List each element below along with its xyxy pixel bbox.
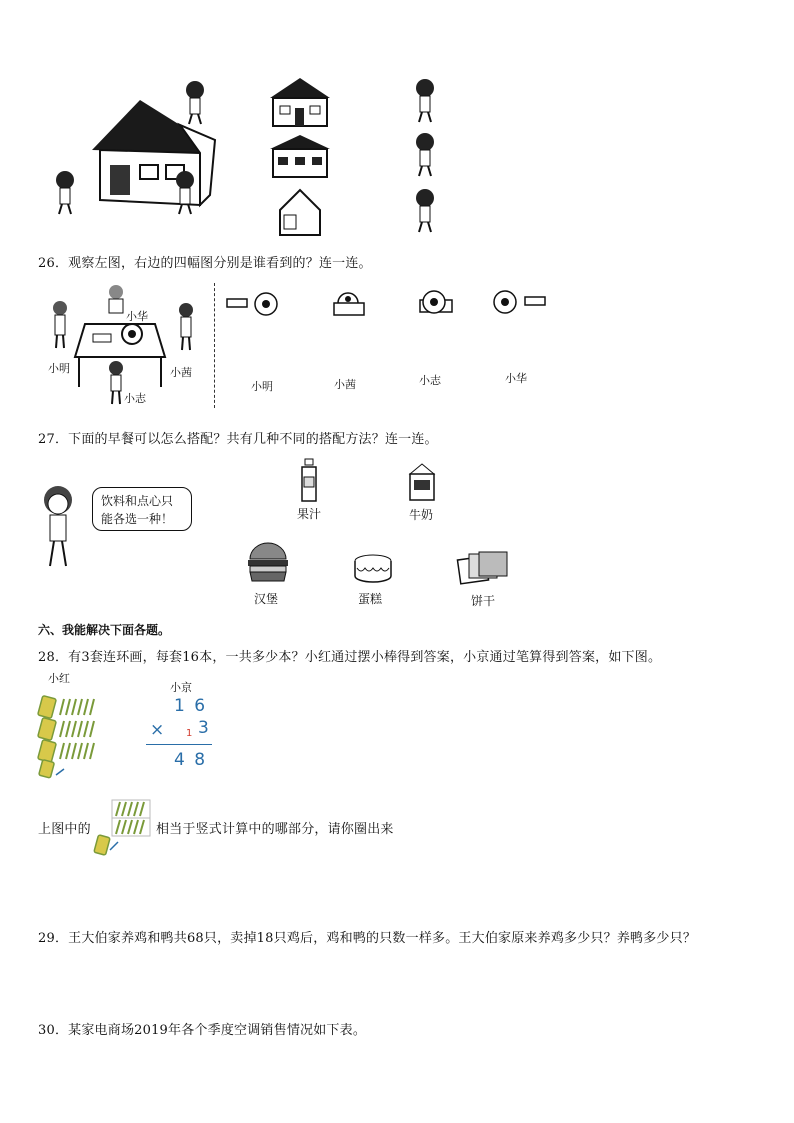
stick-bundle-row-4: [39, 760, 64, 779]
speech-bubble: [92, 487, 192, 531]
house-figure: [40, 70, 480, 240]
view-label-2: 小茜: [334, 378, 356, 391]
kid-icon: [48, 300, 72, 350]
snack-label-biscuit: 饼干: [471, 594, 496, 608]
view-ball-on-box-icon: [332, 291, 372, 321]
calc-carry: 1: [186, 728, 193, 739]
person-label-xiaohua: 小华: [126, 310, 148, 323]
kid-icon: [104, 284, 128, 324]
calc-result: 4 8: [174, 750, 208, 770]
big-house-image: [80, 95, 250, 245]
kid-icon: [180, 80, 210, 125]
house-front-view: [270, 78, 330, 128]
speech-line-1: 饮料和点心只: [101, 494, 174, 508]
question-26-text: 26．观察左图，右边的四幅图分别是谁看到的？连一连。: [38, 256, 372, 271]
cake-icon: [353, 554, 393, 584]
juice-bottle-icon: [299, 459, 319, 503]
q26-divider: [214, 283, 215, 408]
name-xiaohong: 小红: [48, 672, 70, 685]
speech-line-2: 能各选一种！: [101, 512, 174, 526]
biscuit-icon: [457, 550, 511, 584]
section-6-title: 六、我能解决下面各题。: [38, 623, 171, 637]
view-box-ball-icon: [225, 291, 285, 321]
calc-multiplier: 3: [198, 718, 209, 738]
q28-prompt-suffix: 相当于竖式计算中的哪部分，请你圈出来: [156, 822, 394, 837]
calc-multiplicand: 1 6: [174, 696, 208, 716]
question-29-text: 29．王大伯家养鸡和鸭共68只，卖掉18只鸡后，鸡和鸭的只数一样多。王大伯家原来养鸡多少只？养鸭多少只？: [38, 931, 697, 946]
view-ball-box-icon: [418, 290, 458, 320]
q28-prompt-prefix: 上图中的: [38, 822, 91, 837]
name-xiaojing: 小京: [170, 681, 192, 694]
drink-label-juice: 果汁: [297, 507, 322, 521]
kid-icon: [410, 132, 440, 177]
boy-icon: [36, 480, 86, 570]
stick-bundle-row-2: [38, 718, 94, 741]
house-end-view: [270, 190, 330, 240]
milk-carton-icon: [406, 464, 438, 502]
view-label-1: 小明: [251, 380, 273, 393]
house-side-view: [270, 135, 330, 180]
kid-icon: [50, 170, 80, 215]
calc-times-sign: ×: [150, 720, 165, 740]
view-label-3: 小志: [419, 374, 441, 387]
question-27-text: 27．下面的早餐可以怎么搭配？共有几种不同的搭配方法？连一连。: [38, 432, 438, 447]
calc-line: [146, 744, 212, 745]
snack-label-cake: 蛋糕: [358, 592, 383, 606]
kid-icon: [410, 188, 440, 233]
drink-label-milk: 牛奶: [409, 508, 434, 522]
kid-icon: [170, 170, 200, 215]
kid-icon: [410, 78, 440, 123]
vertical-calculation: [140, 696, 220, 776]
q26-left-figure: [40, 282, 215, 410]
person-label-xiaozhi: 小志: [124, 392, 146, 405]
stick-bundle-small-image: [96, 798, 154, 858]
stick-bundle-row-3: [38, 740, 94, 763]
stick-bundle-row-1: [38, 696, 94, 719]
snack-label-hamburger: 汉堡: [254, 592, 279, 606]
kid-icon: [174, 302, 198, 352]
person-label-xiaoqian: 小茜: [170, 366, 192, 379]
question-30-text: 30．某家电商场2019年各个季度空调销售情况如下表。: [38, 1023, 367, 1038]
question-28-text: 28．有3套连环画，每套16本，一共多少本？小红通过摆小棒得到答案，小京通过笔算得到答案，如下图。: [38, 650, 662, 665]
view-ball-then-box-icon: [493, 289, 553, 319]
view-label-4: 小华: [505, 372, 527, 385]
hamburger-icon: [246, 541, 290, 583]
counting-sticks-image: [38, 695, 108, 780]
person-label-xiaoming: 小明: [48, 362, 70, 375]
